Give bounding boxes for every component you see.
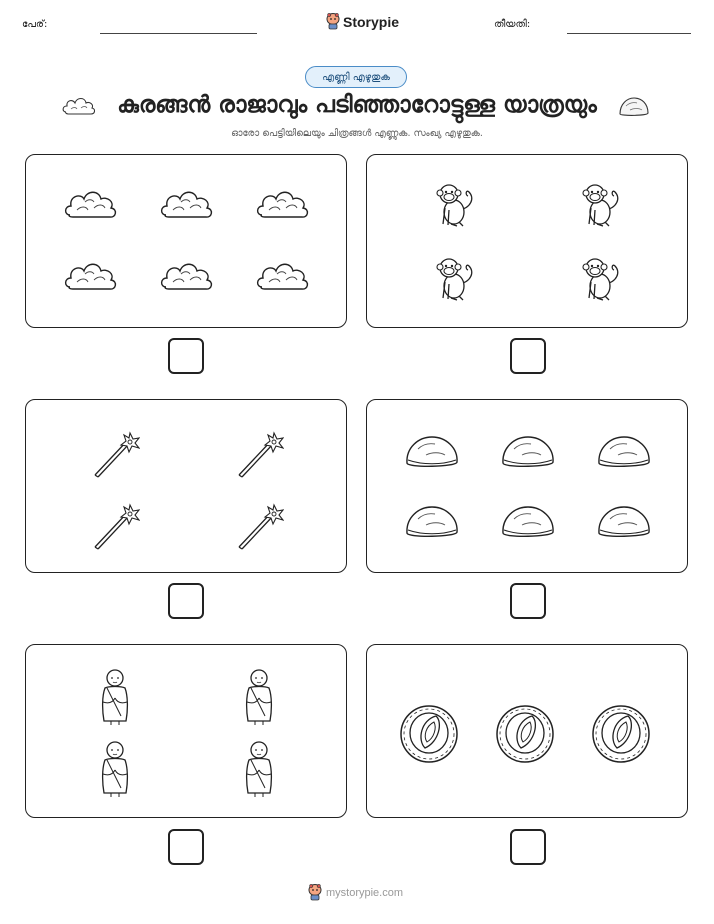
- rice-bun-icon: [596, 432, 652, 472]
- answer-box[interactable]: [510, 338, 546, 374]
- cloud-icon: [63, 257, 119, 297]
- counting-panel-monkeys: [366, 154, 688, 328]
- storypie-mascot-icon: [326, 13, 340, 30]
- activity-badge: എണ്ണി എഴുതുക: [305, 66, 407, 88]
- monk-icon: [98, 739, 132, 797]
- monkey-icon: [428, 179, 478, 229]
- brand-name: Storypie: [343, 13, 400, 30]
- date-input-line[interactable]: [567, 33, 691, 34]
- monkey-icon: [574, 179, 624, 229]
- worksheet-title: കുരങ്ങൻ രാജാവും പടിഞ്ഞാറോട്ടുള്ള യാത്രയും: [117, 92, 597, 118]
- rice-bun-icon: [618, 95, 650, 119]
- cloud-icon: [159, 257, 215, 297]
- monk-icon: [242, 667, 276, 725]
- date-label: തീയതി:: [494, 19, 531, 30]
- monk-icon: [98, 667, 132, 725]
- answer-box[interactable]: [168, 829, 204, 865]
- magic-staff-icon: [234, 496, 284, 550]
- cloud-icon: [255, 185, 311, 225]
- rice-bun-icon: [404, 432, 460, 472]
- answer-box[interactable]: [510, 829, 546, 865]
- peach-icon: [397, 700, 461, 764]
- monk-icon: [242, 739, 276, 797]
- counting-panel-rice-buns: [366, 399, 688, 573]
- rice-bun-icon: [404, 502, 460, 542]
- storypie-logo: [326, 13, 399, 30]
- cloud-icon: [255, 257, 311, 297]
- rice-bun-icon: [596, 502, 652, 542]
- peach-icon: [493, 700, 557, 764]
- answer-box[interactable]: [168, 338, 204, 374]
- magic-staff-icon: [90, 424, 140, 478]
- magic-staff-icon: [90, 496, 140, 550]
- footer: [308, 884, 403, 901]
- storypie-mascot-icon: [308, 884, 322, 901]
- counting-panel-staffs: [25, 399, 347, 573]
- rice-bun-icon: [500, 502, 556, 542]
- cloud-icon: [159, 185, 215, 225]
- answer-box[interactable]: [510, 583, 546, 619]
- magic-staff-icon: [234, 424, 284, 478]
- counting-panel-clouds: [25, 154, 347, 328]
- name-label: പേര്:: [22, 19, 48, 30]
- monkey-icon: [428, 253, 478, 303]
- monkey-icon: [574, 253, 624, 303]
- peach-icon: [589, 700, 653, 764]
- counting-panel-peaches: [366, 644, 688, 818]
- cloud-icon: [63, 185, 119, 225]
- instructions: ഓരോ പെട്ടിയിലെയും ചിത്രങ്ങൾ എണ്ണുക. സംഖ്യ എഴുതുക.: [231, 128, 483, 139]
- footer-url[interactable]: mystorypie.com: [326, 886, 404, 899]
- answer-box[interactable]: [168, 583, 204, 619]
- name-input-line[interactable]: [100, 33, 257, 34]
- counting-panel-monks: [25, 644, 347, 818]
- rice-bun-icon: [500, 432, 556, 472]
